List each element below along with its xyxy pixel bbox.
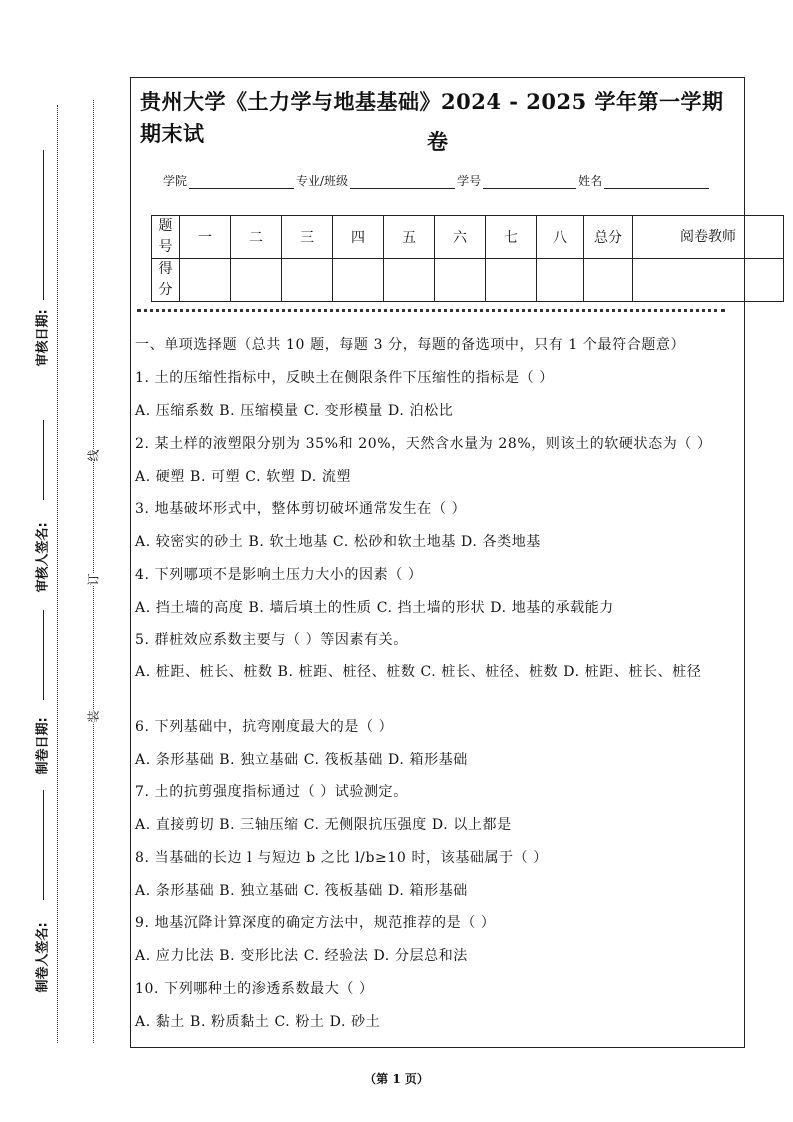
score-cell[interactable] <box>180 259 231 302</box>
question: 2. 某土样的液塑限分别为 35%和 20%，天然含水量为 28%，则该土的软硬状态为（ ） <box>135 436 712 452</box>
answer-options: A. 条形基础 B. 独立基础 C. 筏板基础 D. 箱形基础 <box>135 752 468 768</box>
blank-line-reviewer-date <box>43 150 44 300</box>
question-number-label: 题号 <box>152 216 180 259</box>
col-6: 六 <box>435 216 486 259</box>
maker-sign-label: 制卷人签名: <box>35 922 51 993</box>
answer-options: A. 较密实的砂土 B. 软土地基 C. 松砂和软土地基 D. 各类地基 <box>135 534 541 550</box>
score-cell[interactable] <box>435 259 486 302</box>
page-number: （第 1 页） <box>364 1072 429 1086</box>
dotted-separator <box>137 309 725 312</box>
col-2: 二 <box>231 216 282 259</box>
answer-options: A. 硬塑 B. 可塑 C. 软塑 D. 流塑 <box>135 469 352 485</box>
question: 7. 土的抗剪强度指标通过（ ）试验测定。 <box>135 784 408 800</box>
major-class-field[interactable] <box>350 174 455 189</box>
answer-options: A. 挡土墙的高度 B. 墙后填土的性质 C. 挡土墙的形状 D. 地基的承载能力 <box>135 600 614 616</box>
answer-options: A. 黏土 B. 粉质黏土 C. 粉土 D. 砂土 <box>135 1014 381 1030</box>
score-cell[interactable] <box>537 259 584 302</box>
score-cell[interactable] <box>333 259 384 302</box>
question: 8. 当基础的长边 l 与短边 b 之比 l/b≥10 时，该基础属于（ ） <box>135 850 548 866</box>
score-table <box>151 215 784 302</box>
question: 3. 地基破坏形式中，整体剪切破坏通常发生在（ ） <box>135 501 467 517</box>
student-id-label: 学号 <box>457 174 482 188</box>
line-char: 线 <box>86 449 101 462</box>
question: 10. 下列哪种土的渗透系数最大（ ） <box>135 981 374 997</box>
answer-options: A. 直接剪切 B. 三轴压缩 C. 无侧限抗压强度 D. 以上都是 <box>135 817 512 833</box>
answer-options: A. 条形基础 B. 独立基础 C. 筏板基础 D. 箱形基础 <box>135 883 468 899</box>
col-1: 一 <box>180 216 231 259</box>
col-total: 总分 <box>584 216 633 259</box>
col-5: 五 <box>384 216 435 259</box>
reviewer-sign-label: 审核人签名: <box>35 522 51 593</box>
score-cell[interactable] <box>486 259 537 302</box>
exam-title-continued: 卷 <box>427 129 448 154</box>
college-label: 学院 <box>163 174 188 188</box>
score-table-score-row <box>152 259 784 302</box>
zhuang-char: 装 <box>86 710 101 723</box>
col-8: 八 <box>537 216 584 259</box>
question: 4. 下列哪项不是影响土压力大小的因素（ ） <box>135 567 423 583</box>
dotted-line-inner <box>93 100 94 1043</box>
ding-char: 订 <box>86 573 101 586</box>
name-field[interactable] <box>604 174 709 189</box>
col-grader: 阅卷教师 <box>633 216 784 259</box>
section-heading: 一、单项选择题（总共 10 题，每题 3 分，每题的备选项中，只有 1 个最符合题意） <box>135 337 686 353</box>
question: 6. 下列基础中，抗弯刚度最大的是（ ） <box>135 719 394 735</box>
student-id-field[interactable] <box>483 174 576 189</box>
answer-options: A. 应力比法 B. 变形比法 C. 经验法 D. 分层总和法 <box>135 948 468 964</box>
score-table-header-row <box>152 216 784 259</box>
dotted-line-outer <box>57 105 58 1043</box>
col-4: 四 <box>333 216 384 259</box>
reviewer-date-label: 审核日期: <box>35 309 51 367</box>
score-cell[interactable] <box>282 259 333 302</box>
score-cell[interactable] <box>231 259 282 302</box>
col-3: 三 <box>282 216 333 259</box>
student-info-row <box>163 172 711 189</box>
question: 5. 群桩效应系数主要与（ ）等因素有关。 <box>135 632 408 648</box>
major-class-label: 专业/班级 <box>296 174 349 188</box>
blank-line-maker-sign <box>43 790 44 900</box>
question: 9. 地基沉降计算深度的确定方法中，规范推荐的是（ ） <box>135 915 496 931</box>
blank-line-reviewer-sign <box>43 420 44 500</box>
exam-title: 贵州大学《土力学与地基基础》2024 - 2025 学年第一学期期末试 <box>140 89 724 146</box>
blank-line-maker-date <box>43 610 44 700</box>
score-cell[interactable] <box>384 259 435 302</box>
answer-options: A. 压缩系数 B. 压缩模量 C. 变形模量 D. 泊松比 <box>135 403 454 419</box>
score-label: 得分 <box>152 259 180 302</box>
name-label: 姓名 <box>578 174 603 188</box>
question: 1. 土的压缩性指标中，反映土在侧限条件下压缩性的指标是（ ） <box>135 370 554 386</box>
score-cell[interactable] <box>584 259 633 302</box>
maker-date-label: 制卷日期: <box>35 717 51 775</box>
college-field[interactable] <box>189 174 294 189</box>
score-cell[interactable] <box>633 259 784 302</box>
answer-options: A. 桩距、桩长、桩数 B. 桩距、桩径、桩数 C. 桩长、桩径、桩数 D. 桩距、桩长、桩径 <box>135 664 702 680</box>
col-7: 七 <box>486 216 537 259</box>
